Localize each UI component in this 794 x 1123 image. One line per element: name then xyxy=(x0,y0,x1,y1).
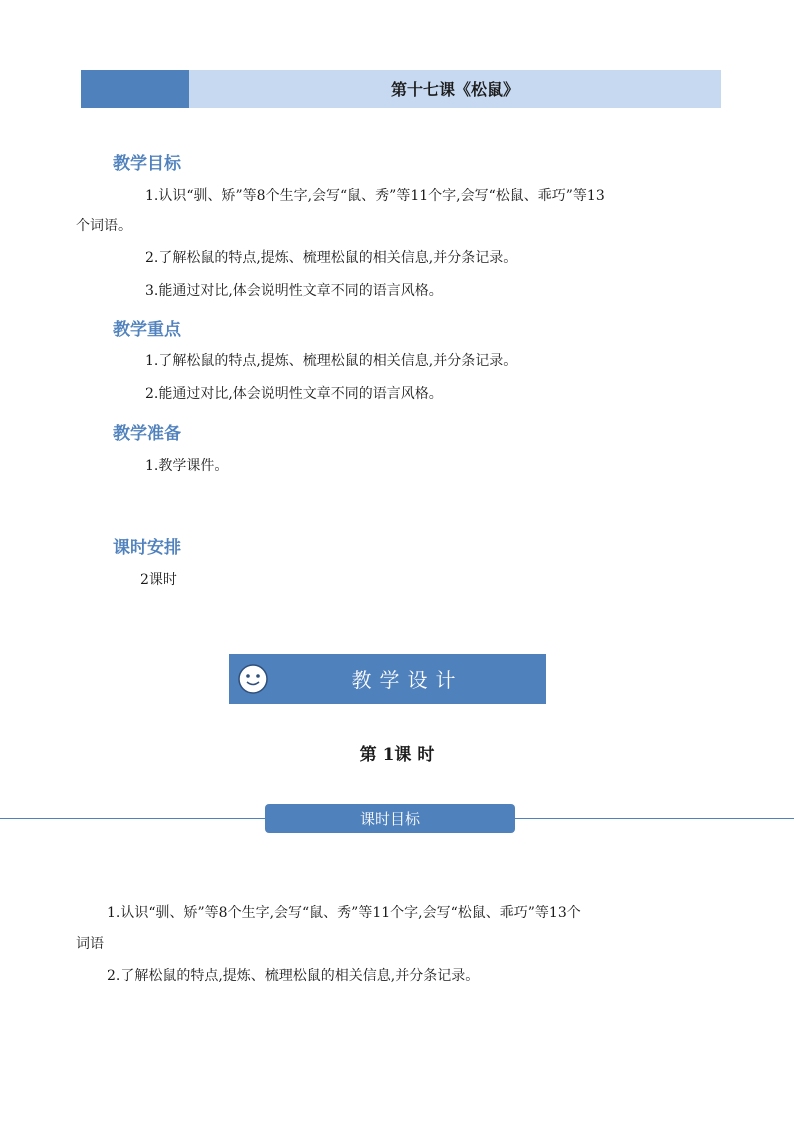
design-banner-label: 教学设计 xyxy=(351,668,464,692)
title-bar xyxy=(81,70,721,108)
key-point-item-2: 2.能通过对比,体会说明性文章不同的语言风格。 xyxy=(145,386,443,402)
objective-item-3: 3.能通过对比,体会说明性文章不同的语言风格。 xyxy=(145,283,443,299)
objective-item-1-cont: 个词语。 xyxy=(76,218,132,234)
divider-left xyxy=(0,818,265,819)
lesson-objective-item-1: 1.认识“驯、矫”等8个生字,会写“鼠、秀”等11个字,会写“松鼠、乖巧”等13个 xyxy=(107,905,581,921)
schedule-heading: 课时安排 xyxy=(113,538,181,558)
preparation-heading: 教学准备 xyxy=(113,424,181,444)
objective-item-2: 2.了解松鼠的特点,提炼、梳理松鼠的相关信息,并分条记录。 xyxy=(145,250,518,266)
objective-item-1: 1.认识“驯、矫”等8个生字,会写“鼠、秀”等11个字,会写“松鼠、乖巧”等13 xyxy=(145,188,605,204)
lesson-objective-item-2: 2.了解松鼠的特点,提炼、梳理松鼠的相关信息,并分条记录。 xyxy=(107,968,480,984)
divider-right xyxy=(515,818,794,819)
preparation-item-1: 1.教学课件。 xyxy=(145,458,229,474)
smiley-icon xyxy=(237,663,269,695)
key-point-item-1: 1.了解松鼠的特点,提炼、梳理松鼠的相关信息,并分条记录。 xyxy=(145,353,518,369)
lesson-objective-item-1-cont: 词语 xyxy=(76,936,104,952)
design-banner xyxy=(229,654,546,704)
key-points-heading: 教学重点 xyxy=(113,320,181,340)
page-title: 第十七课《松鼠》 xyxy=(390,80,519,99)
lesson-number: 第 1课 时 xyxy=(359,745,435,765)
lesson-objectives-label: 课时目标 xyxy=(265,804,515,833)
title-accent-block xyxy=(81,70,189,108)
objectives-heading: 教学目标 xyxy=(113,154,181,174)
schedule-value: 2课时 xyxy=(140,572,177,588)
